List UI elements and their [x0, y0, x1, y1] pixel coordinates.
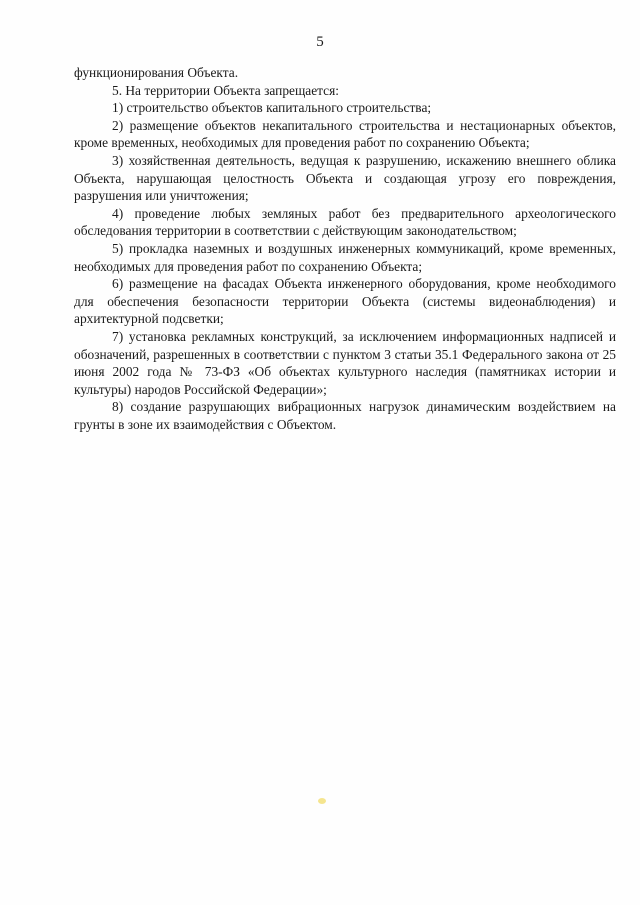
paragraph-item-4: 4) проведение любых земляных работ без предварительного археологического обследования территории в соответствии с действующим законодательством; — [74, 205, 616, 239]
paragraph-item-8: 8) создание разрушающих вибрационных нагрузок динамическим воздействием на грунты в зоне их взаимодействия с Объектом. — [74, 399, 616, 432]
page-number: 5 — [316, 34, 324, 50]
paragraph-item-3: 3) хозяйственная деятельность, ведущая к разрушению, искажению внешнего облика Объекта, нарушающая целостность Объекта и создающая угрозу его повреждения, разрушения или уничтожения; — [74, 152, 616, 204]
document-body — [74, 64, 616, 433]
paragraph-item-6: 6) размещение на фасадах Объекта инженерного оборудования, кроме необходимого для обеспечения безопасности территории Объекта (системы видеонаблюдения) и архитектурной подсветки; — [74, 276, 616, 327]
paragraph-item-7: 7) установка рекламных конструкций, за исключением информационных надписей и обозначений, разрешенных в соответствии с пунктом 3 статьи 35.1 Федерального закона от 25 июня 2002 года № 73-ФЗ «Об объектах культурного наследия (памятниках истории и культуры) народов Российской Федерации»; — [74, 328, 616, 397]
paragraph-item-2: 2) размещение объектов некапитального строительства и нестационарных объектов, кроме временных, необходимых для проведения работ по сохранению Объекта; — [74, 117, 616, 151]
scan-speck — [318, 798, 326, 804]
paragraph-section-5-heading: 5. На территории Объекта запрещается: — [112, 82, 339, 98]
paragraph-item-5: 5) прокладка наземных и воздушных инженерных коммуникаций, кроме временных, необходимых для проведения работ по сохранению Объекта; — [74, 240, 616, 274]
paragraph-continuation: функционирования Объекта. — [74, 65, 239, 80]
paragraph-item-1: 1) строительство объектов капитального строительства; — [112, 100, 432, 116]
